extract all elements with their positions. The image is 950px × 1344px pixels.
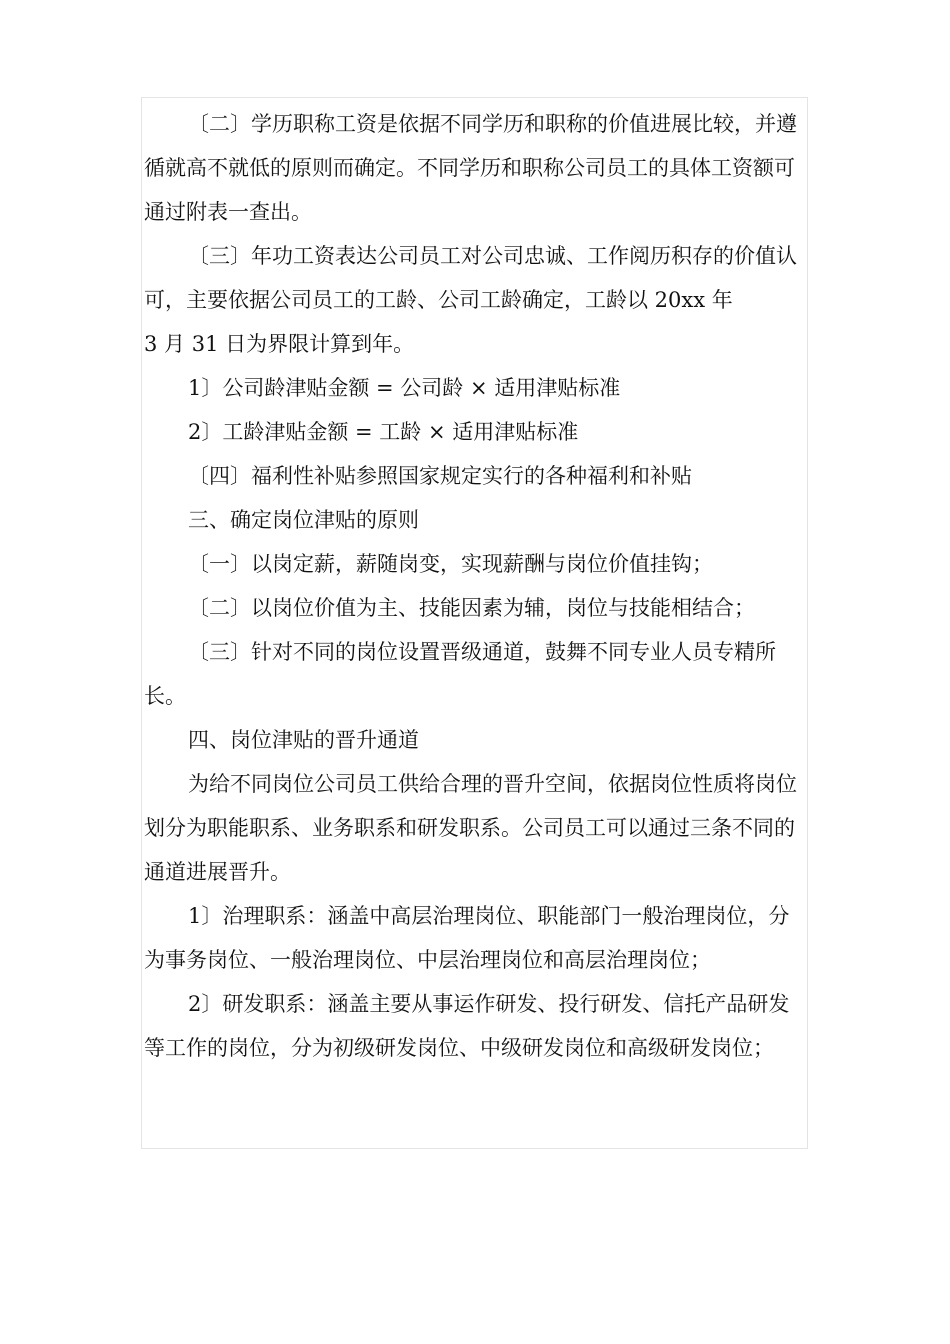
document-body (144, 102, 808, 1070)
principle-three: 〔三〕针对不同的岗位设置晋级通道，鼓舞不同专业人员专精所长。 (144, 640, 776, 708)
principle-two: 〔二〕以岗位价值为主、技能因素为辅，岗位与技能相结合； (188, 596, 755, 620)
paragraph-promotion-intro: 为给不同岗位公司员工供给合理的晋升空间，依据岗位性质将岗位划分为职能职系、业务职系和研发职系。公司员工可以通过三条不同的通道进展晋升。 (144, 772, 797, 884)
paragraph-management-track: 1〕治理职系：涵盖中高层治理岗位、职能部门一般治理岗位，分为事务岗位、一般治理岗位、中层治理岗位和高层治理岗位； (144, 904, 790, 972)
paragraph-seniority-wage: 〔三〕年功工资表达公司员工对公司忠诚、工作阅历积存的价值认可，主要依据公司员工的工龄、公司工龄确定，工龄以 20xx 年 (144, 244, 797, 312)
paragraph-seniority-date: 3 月 31 日为界限计算到年。 (144, 332, 415, 356)
formula-work-seniority: 2〕工龄津贴金额 = 工龄 × 适用津贴标准 (188, 420, 579, 444)
paragraph-welfare-subsidy: 〔四〕福利性补贴参照国家规定实行的各种福利和补贴 (188, 464, 692, 488)
heading-allowance-principles: 三、确定岗位津贴的原则 (188, 508, 419, 532)
paragraph-research-track: 2〕研发职系：涵盖主要从事运作研发、投行研发、信托产品研发等工作的岗位，分为初级研发岗位、中级研发岗位和高级研发岗位； (144, 992, 790, 1060)
heading-promotion-channels: 四、岗位津贴的晋升通道 (188, 728, 419, 752)
paragraph-education-title-wage: 〔二〕学历职称工资是依据不同学历和职称的价值进展比较，并遵循就高不就低的原则而确定。不同学历和职称公司员工的具体工资额可通过附表一查出。 (144, 112, 797, 224)
principle-one: 〔一〕以岗定薪，薪随岗变，实现薪酬与岗位价值挂钩； (188, 552, 713, 576)
formula-company-seniority: 1〕公司龄津贴金额 = 公司龄 × 适用津贴标准 (188, 376, 621, 400)
